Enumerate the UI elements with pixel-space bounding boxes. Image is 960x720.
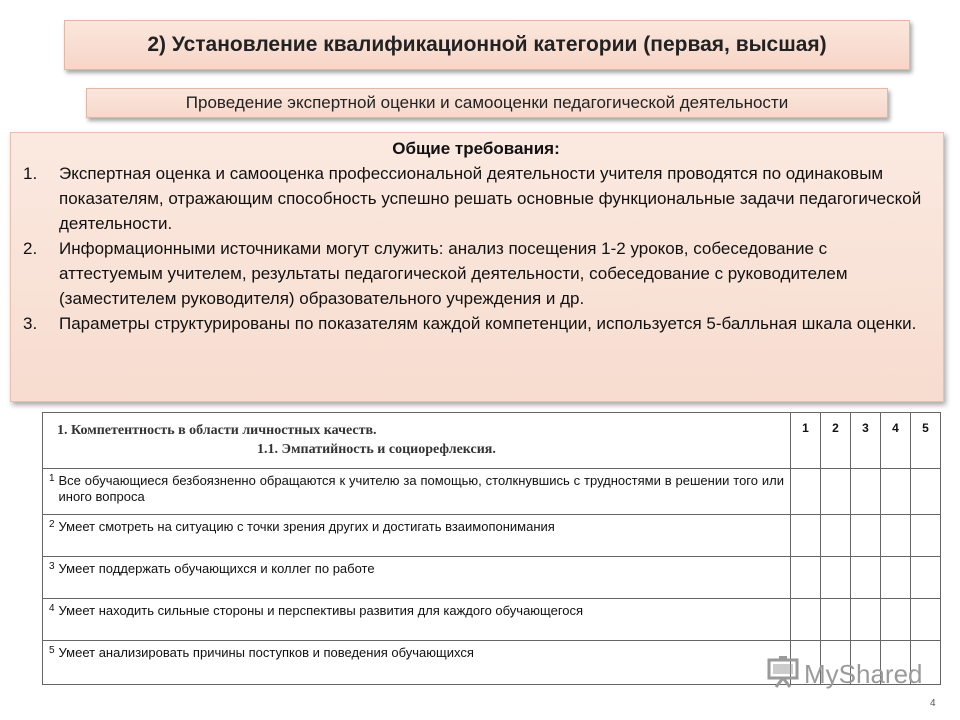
score-header-1: 1	[791, 413, 821, 469]
score-cell[interactable]	[791, 515, 821, 557]
score-cell[interactable]	[881, 469, 911, 515]
requirement-number: 3.	[23, 314, 38, 333]
score-cell[interactable]	[911, 599, 941, 641]
row-text: Все обучающиеся безбоязненно обращаются к учителю за помощью, столкнувшись с трудностями в решении того или иного вопроса	[57, 469, 791, 515]
score-cell[interactable]	[911, 515, 941, 557]
score-cell[interactable]	[851, 515, 881, 557]
requirement-item	[23, 161, 929, 236]
score-cell[interactable]	[821, 469, 851, 515]
table-row	[43, 515, 941, 557]
score-cell[interactable]	[851, 469, 881, 515]
requirement-number: 2.	[23, 239, 38, 258]
competence-subtitle: 1.1. Эмпатийность и социорефлексия.	[257, 442, 496, 457]
competence-header	[43, 413, 791, 469]
score-cell[interactable]	[881, 515, 911, 557]
score-cell[interactable]	[881, 557, 911, 599]
requirement-item	[23, 236, 929, 311]
requirement-text: Информационными источниками могут служить: анализ посещения 1-2 уроков, собеседование с аттестуемым учителем, результаты педагогической деятельности, собеседование с руководителем (заместителем руководителя) образовательного учреждения и др.	[59, 239, 848, 308]
presentation-icon	[766, 654, 800, 695]
slide-subtitle: Проведение экспертной оценки и самооценки педагогической деятельности	[86, 88, 888, 118]
score-cell[interactable]	[851, 557, 881, 599]
slide-title: 2) Установление квалификационной категории (первая, высшая)	[64, 20, 910, 70]
requirements-heading: Общие требования:	[392, 139, 560, 158]
score-header-3: 3	[851, 413, 881, 469]
watermark	[766, 656, 923, 692]
requirements-list	[23, 161, 929, 336]
requirement-number: 1.	[23, 164, 38, 183]
requirement-text: Экспертная оценка и самооценка профессиональной деятельности учителя проводятся по одинаковым показателям, отражающим способность успешно решать основные функциональные задачи педагогической деятельности.	[59, 164, 922, 233]
score-cell[interactable]	[791, 599, 821, 641]
row-text: Умеет анализировать причины поступков и поведения обучающихся	[57, 641, 791, 685]
score-cell[interactable]	[881, 599, 911, 641]
score-cell[interactable]	[911, 557, 941, 599]
row-number: 3	[43, 557, 57, 599]
score-cell[interactable]	[821, 515, 851, 557]
table-row	[43, 557, 941, 599]
score-cell[interactable]	[851, 599, 881, 641]
requirements-panel	[10, 132, 944, 402]
row-text: Умеет находить сильные стороны и перспективы развития для каждого обучающегося	[57, 599, 791, 641]
row-number: 5	[43, 641, 57, 685]
competence-table	[42, 412, 941, 685]
score-cell[interactable]	[791, 557, 821, 599]
table-header-row	[43, 413, 941, 469]
page-number: 4	[930, 698, 936, 709]
score-cell[interactable]	[791, 469, 821, 515]
score-cell[interactable]	[911, 469, 941, 515]
requirement-text: Параметры структурированы по показателям каждой компетенции, используется 5-балльная шкала оценки.	[59, 314, 917, 333]
score-cell[interactable]	[821, 557, 851, 599]
competence-title: 1. Компетентность в области личностных качеств.	[57, 423, 377, 438]
table-row	[43, 469, 941, 515]
requirement-item	[23, 311, 929, 336]
row-number: 1	[43, 469, 57, 515]
row-text: Умеет смотреть на ситуацию с точки зрения других и достигать взаимопонимания	[57, 515, 791, 557]
row-text: Умеет поддержать обучающихся и коллег по работе	[57, 557, 791, 599]
watermark-text: MyShared	[804, 658, 923, 689]
score-header-4: 4	[881, 413, 911, 469]
score-header-2: 2	[821, 413, 851, 469]
row-number: 2	[43, 515, 57, 557]
row-number: 4	[43, 599, 57, 641]
score-cell[interactable]	[821, 599, 851, 641]
table-row	[43, 599, 941, 641]
score-header-5: 5	[911, 413, 941, 469]
